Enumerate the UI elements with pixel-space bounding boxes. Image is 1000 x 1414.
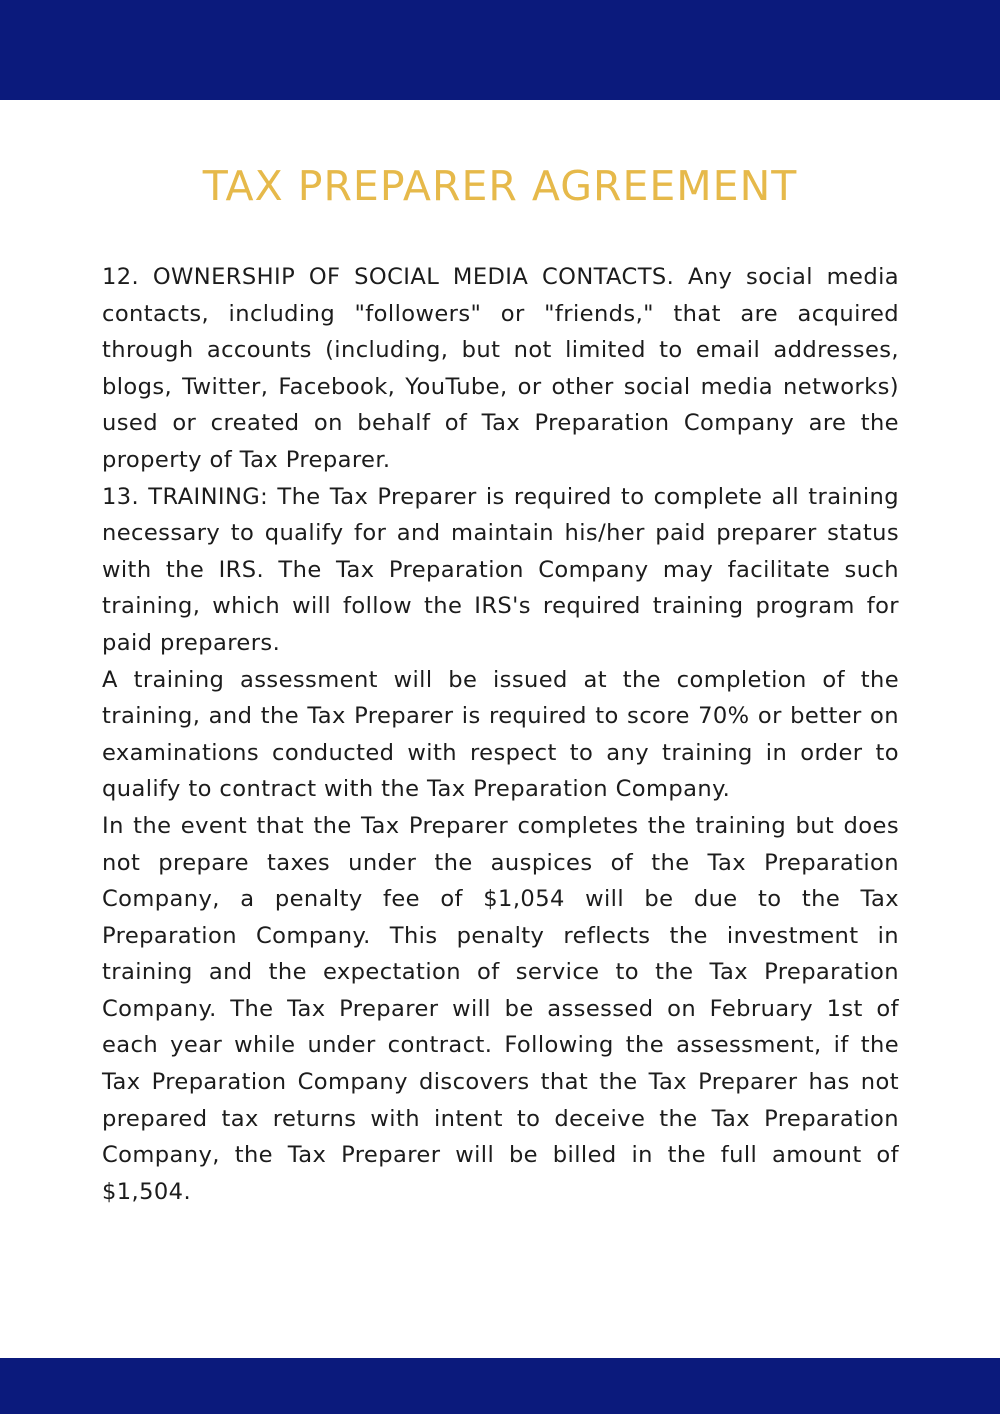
section-12-ownership-of-social-media-contacts: 12. OWNERSHIP OF SOCIAL MEDIA CONTACTS. Any social media contacts, including "followers" or "friends," that are acquired through accounts (including, but not limited to email addresses, blogs, Twitter, Facebook, YouTube, or other social media networks) used or created on behalf of Tax Preparation Company are the property of Tax Preparer. (102, 264, 899, 473)
training-assessment-paragraph: A training assessment will be issued at the completion of the training, and the Tax Preparer is required to score 70% or better on examinations conducted with respect to any training in order to qualify to contract with the Tax Preparation Company. (102, 666, 899, 803)
document-title: TAX PREPARER AGREEMENT (202, 162, 798, 210)
document-body (102, 259, 899, 1210)
bottom-footer-band (0, 1358, 1000, 1414)
penalty-fee-paragraph: In the event that the Tax Preparer completes the training but does not prepare taxes under the auspices of the Tax Preparation Company, a penalty fee of $1,054 will be due to the Tax Preparation Company. This penalty reflects the investment in training and the expectation of service to the Tax Preparation Company. The Tax Preparer will be assessed on February 1st of each year while under contract. Following the assessment, if the Tax Preparation Company discovers that the Tax Preparer has not prepared tax returns with intent to deceive the Tax Preparation Company, the Tax Preparer will be billed in the full amount of $1,504. (102, 812, 899, 1205)
top-header-band (0, 0, 1000, 100)
section-13-training: 13. TRAINING: The Tax Preparer is required to complete all training necessary to qualify for and maintain his/her paid preparer status with the IRS. The Tax Preparation Company may facilitate such training, which will follow the IRS's required training program for paid preparers. (102, 483, 899, 656)
